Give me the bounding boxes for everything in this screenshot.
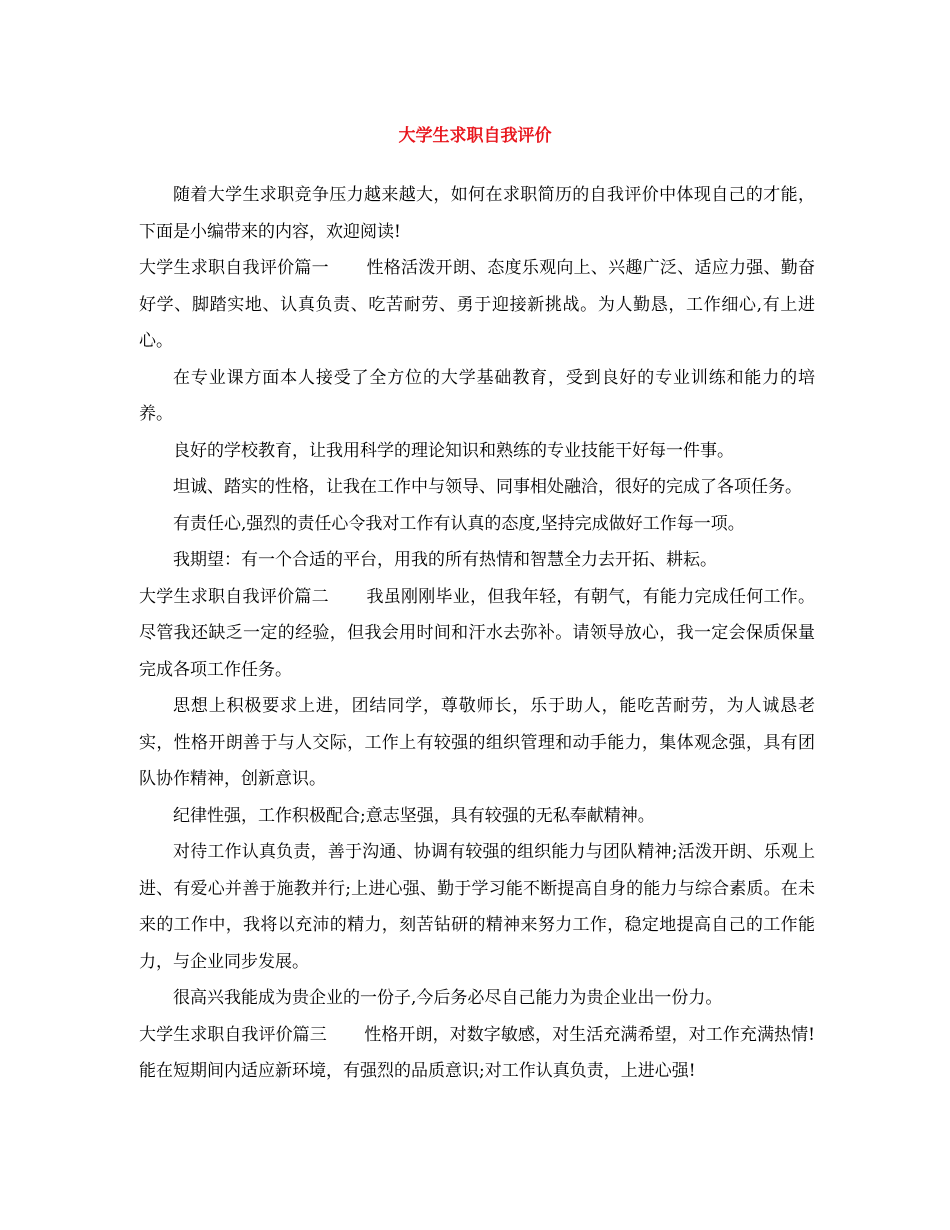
paragraph <box>139 433 815 470</box>
paragraph <box>139 506 815 543</box>
paragraph-text: 我期望：有一个合适的平台，用我的所有热情和智慧全力去开拓、耕耘。 <box>173 550 717 570</box>
paragraph-text: 性格开朗，对数字敏感，对生活充满希望，对工作充满热情!能在短期间内适应新环境，有强烈的品质意识;对工作认真负责，上进心强! <box>139 1024 815 1081</box>
paragraph-text: 坦诚、踏实的性格，让我在工作中与领导、同事相处融洽，很好的完成了各项任务。 <box>173 477 802 497</box>
document-body <box>139 177 815 1090</box>
paragraph <box>139 360 815 433</box>
paragraph <box>139 688 815 798</box>
paragraph-text: 随着大学生求职竞争压力越来越大，如何在求职简历的自我评价中体现自己的才能，下面是小编带来的内容，欢迎阅读! <box>139 185 815 242</box>
paragraph <box>139 542 815 579</box>
paragraph-text: 在专业课方面本人接受了全方位的大学基础教育，受到良好的专业训练和能力的培养。 <box>139 367 815 424</box>
paragraph-text: 对待工作认真负责，善于沟通、协调有较强的组织能力与团队精神;活泼开朗、乐观上进、有爱心并善于施教并行;上进心强、勤于学习能不断提高自身的能力与综合素质。在未来的工作中，我将以充沛的精力，刻苦钻研的精神来努力工作，稳定地提高自己的工作能力，与企业同步发展。 <box>139 842 815 972</box>
paragraph-text: 有责任心,强烈的责任心令我对工作有认真的态度,坚持完成做好工作每一项。 <box>173 513 745 534</box>
paragraph-text: 我虽刚刚毕业，但我年轻，有朝气，有能力完成任何工作。尽管我还缺乏一定的经验，但我会用时间和汗水去弥补。请领导放心，我一定会保质保量完成各项工作任务。 <box>139 586 816 680</box>
paragraph-text: 思想上积极要求上进，团结同学，尊敬师长，乐于助人，能吃苦耐劳，为人诚恳老实，性格开朗善于与人交际，工作上有较强的组织管理和动手能力，集体观念强，具有团队协作精神，创新意识。 <box>139 696 815 789</box>
paragraph <box>139 469 815 506</box>
paragraph <box>139 798 815 835</box>
paragraph <box>139 579 815 689</box>
paragraph <box>139 177 815 250</box>
paragraph <box>139 980 815 1017</box>
paragraph-text: 性格活泼开朗、态度乐观向上、兴趣广泛、适应力强、勤奋好学、脚踏实地、认真负责、吃苦耐劳、勇于迎接新挑战。为人勤恳，工作细心,有上进心。 <box>139 258 816 351</box>
section-heading: 大学生求职自我评价篇二 <box>139 586 329 607</box>
paragraph <box>139 250 815 360</box>
paragraph <box>139 1017 815 1090</box>
paragraph-text: 纪律性强，工作积极配合;意志坚强，具有较强的无私奉献精神。 <box>173 805 655 826</box>
paragraph <box>139 834 815 980</box>
paragraph-text: 很高兴我能成为贵企业的一份子,今后务必尽自己能力为贵企业出一份力。 <box>173 988 723 1008</box>
paragraph-text: 良好的学校教育，让我用科学的理论知识和熟练的专业技能干好每一件事。 <box>173 440 734 461</box>
section-heading: 大学生求职自我评价篇三 <box>139 1024 327 1045</box>
page-title: 大学生求职自我评价 <box>398 126 552 146</box>
section-heading: 大学生求职自我评价篇一 <box>139 258 329 278</box>
